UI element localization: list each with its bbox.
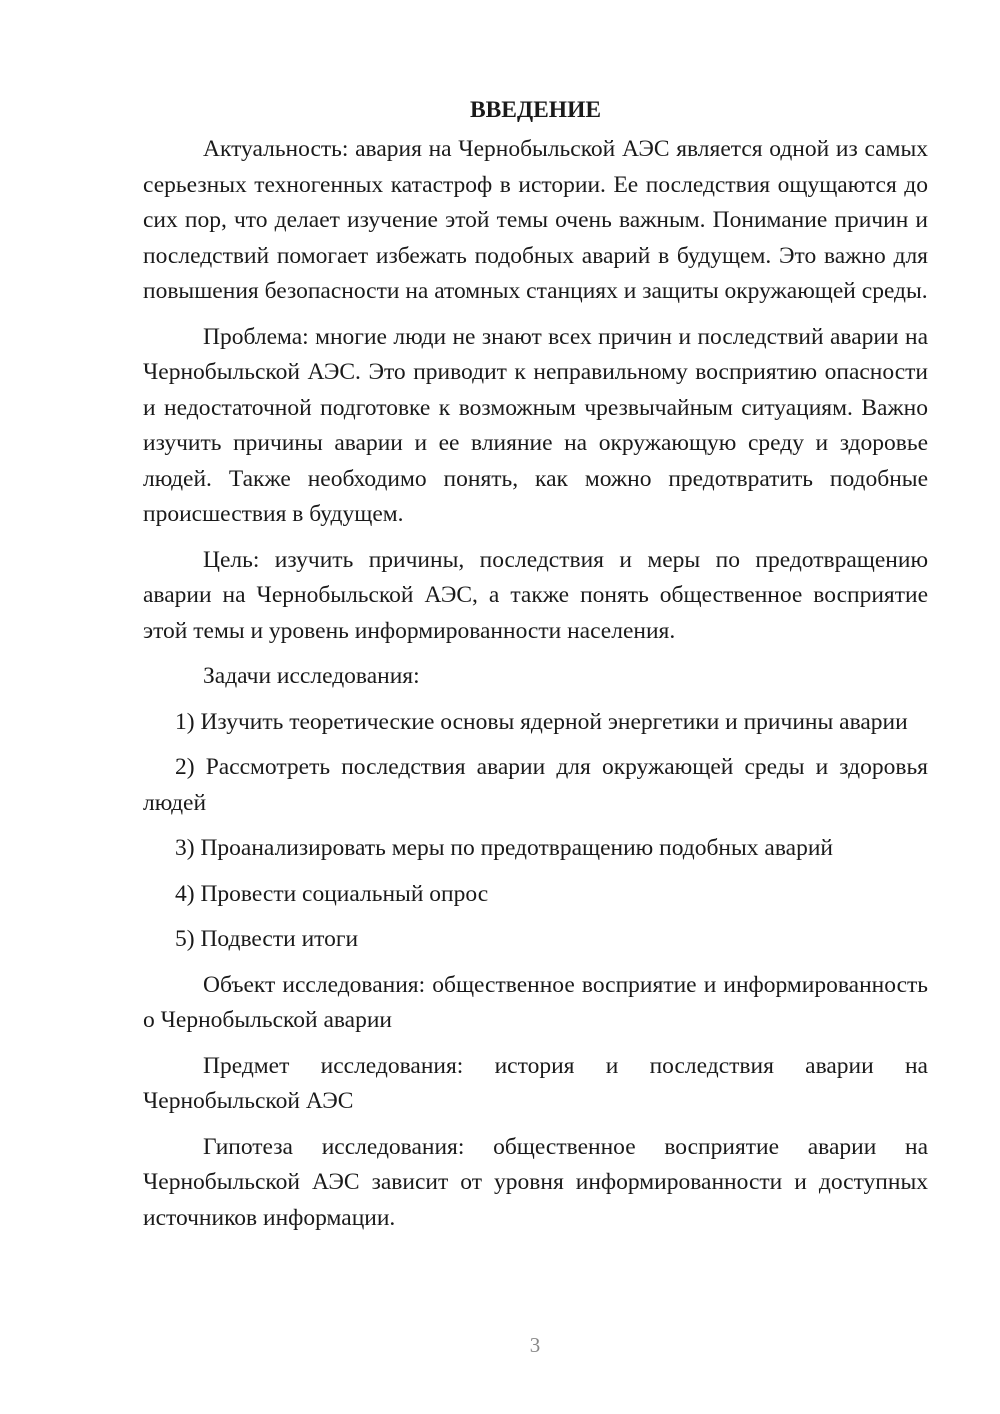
page-title: ВВЕДЕНИЕ xyxy=(469,97,602,123)
task-item-5: 5) Подвести итоги xyxy=(175,926,359,952)
page-content xyxy=(143,93,928,1246)
goal-paragraph: Цель: изучить причины, последствия и меры по предотвращению аварии на Чернобыльской АЭС, а также понять общественное восприятие этой темы и уровень информированности населения. xyxy=(143,546,928,644)
hypothesis-paragraph: Гипотеза исследования: общественное восприятие аварии на Чернобыльской АЭС зависит от уровня информированности и доступных источников информации. xyxy=(143,1133,928,1231)
task-item-3: 3) Проанализировать меры по предотвращению подобных аварий xyxy=(175,835,833,861)
subject-paragraph: Предмет исследования: история и последствия аварии на Чернобыльской АЭС xyxy=(143,1052,928,1114)
tasks-heading: Задачи исследования: xyxy=(203,663,420,689)
relevance-paragraph: Актуальность: авария на Чернобыльской АЭС является одной из самых серьезных техногенных катастроф в истории. Ее последствия ощущаются до сих пор, что делает изучение этой темы очень важным. Понимание причин и последствий помогает избежать подобных аварий в будущем. Это важно для повышения безопасности на атомных станциях и защиты окружающей среды. xyxy=(143,136,928,304)
object-paragraph: Объект исследования: общественное восприятие и информированность о Чернобыльской аварии xyxy=(143,971,928,1033)
task-item-4: 4) Провести социальный опрос xyxy=(175,880,489,907)
page-number: 3 xyxy=(529,1333,541,1357)
task-item-2: 2) Рассмотреть последствия аварии для окружающей среды и здоровья людей xyxy=(143,754,928,816)
problem-paragraph: Проблема: многие люди не знают всех причин и последствий аварии на Чернобыльской АЭС. Это приводит к неправильному восприятию опасности и недостаточной подготовке к возможным чрезвычайным ситуациям. Важно изучить причины аварии и ее влияние на окружающую среду и здоровье людей. Также необходимо понять, как можно предотвратить подобные происшествия в будущем. xyxy=(143,323,928,527)
task-item-1: 1) Изучить теоретические основы ядерной энергетики и причины аварии xyxy=(175,708,908,735)
